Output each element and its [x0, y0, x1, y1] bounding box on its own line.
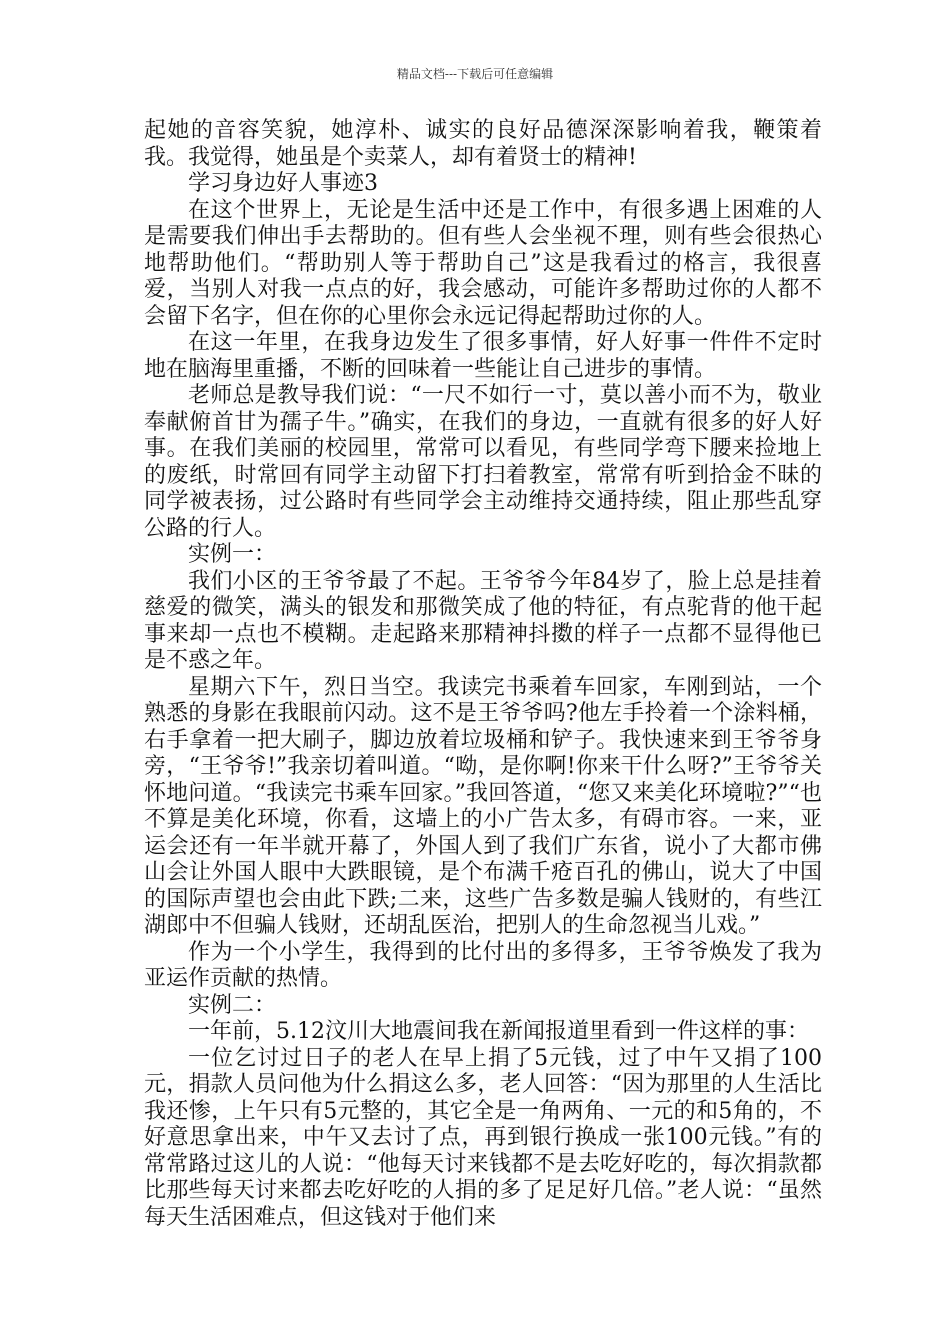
paragraph: 星期六下午，烈日当空。我读完书乘着车回家，车刚到站，一个熟悉的身影在我眼前闪动。这不是王爷爷吗?他左手拎着一个涂料桶，右手拿着一把大刷子，脚边放着垃圾桶和铲子。我快速来到王爷爷身旁，“王爷爷!”我亲切着叫道。“呦，是你啊!你来干什么呀?”王爷爷关怀地问道。“我读完书乘车回家。”我回答道，“您又来美化环境啦?”“也不算是美化环境，你看，这墙上的小广告太多，有碍市容。一来，亚运会还有一年半就开幕了，外国人到了我们广东省，说小了大都市佛山会让外国人眼中大跌眼镜，是个布满千疮百孔的佛山，说大了中国的国际声望也会由此下跌;二来，这些广告多数是骗人钱财的，有些江湖郎中不但骗人钱财，还胡乱医治，把别人的生命忽视当儿戏。”: [144, 674, 822, 938]
paragraph: 一年前，5.12汶川大地震间我在新闻报道里看到一件这样的事：: [188, 1019, 809, 1044]
page-header: 精品文档---下载后可任意编辑: [396, 67, 554, 81]
paragraph: 在这一年里，在我身边发生了很多事情，好人好事一件件不定时地在脑海里重播，不断的回味着一些能让自己进步的事情。: [144, 330, 822, 382]
document-body: [144, 118, 822, 1231]
paragraph: 一位乞讨过日子的老人在早上捐了5元钱，过了中午又捐了100元，捐款人员问他为什么捐这么多，老人回答：“因为那里的人生活比我还惨，上午只有5元整的，其它全是一角两角、一元的和5角的，不好意思拿出来，中午又去讨了点，再到银行换成一张100元钱。”有的常常路过这儿的人说：“他每天讨来钱都不是去吃好吃的，每次捐款都比那些每天讨来都去吃好吃的人捐的多了足足好几倍。”老人说：“虽然每天生活困难点，但这钱对于他们来: [144, 1045, 822, 1230]
example-heading: 实例一：: [188, 542, 277, 567]
example-heading: 实例二：: [188, 992, 277, 1018]
section-title: 学习身边好人事迹3: [188, 171, 378, 196]
paragraph: 作为一个小学生，我得到的比付出的多得多，王爷爷焕发了我为亚运作贡献的热情。: [144, 939, 822, 991]
paragraph: 起她的音容笑貌，她淳朴、诚实的良好品德深深影响着我，鞭策着我。我觉得，她虽是个卖菜人，却有着贤士的精神!: [144, 118, 822, 170]
paragraph: 我们小区的王爷爷最了不起。王爷爷今年84岁了，脸上总是挂着慈爱的微笑，满头的银发和那微笑成了他的特征，有点驼背的他干起事来却一点也不模糊。走起路来那精神抖擞的样子一点都不显得他已是不惑之年。: [144, 568, 822, 673]
paragraph: 在这个世界上，无论是生活中还是工作中，有很多遇上困难的人是需要我们伸出手去帮助的。但有些人会坐视不理，则有些会很热心地帮助他们。“帮助别人等于帮助自己”这是我看过的格言，我很喜爱，当别人对我一点点的好，我会感动，可能许多帮助过你的人都不会留下名字，但在你的心里你会永远记得起帮助过你的人。: [144, 197, 822, 329]
paragraph: 老师总是教导我们说：“一尺不如行一寸，莫以善小而不为，敬业奉献俯首甘为孺子牛。”确实，在我们的身边，一直就有很多的好人好事。在我们美丽的校园里，常常可以看见，有些同学弯下腰来捡地上的废纸，时常回有同学主动留下打扫着教室，常常有听到拾金不昧的同学被表扬，过公路时有些同学会主动维持交通持续，阻止那些乱穿公路的行人。: [144, 383, 822, 541]
